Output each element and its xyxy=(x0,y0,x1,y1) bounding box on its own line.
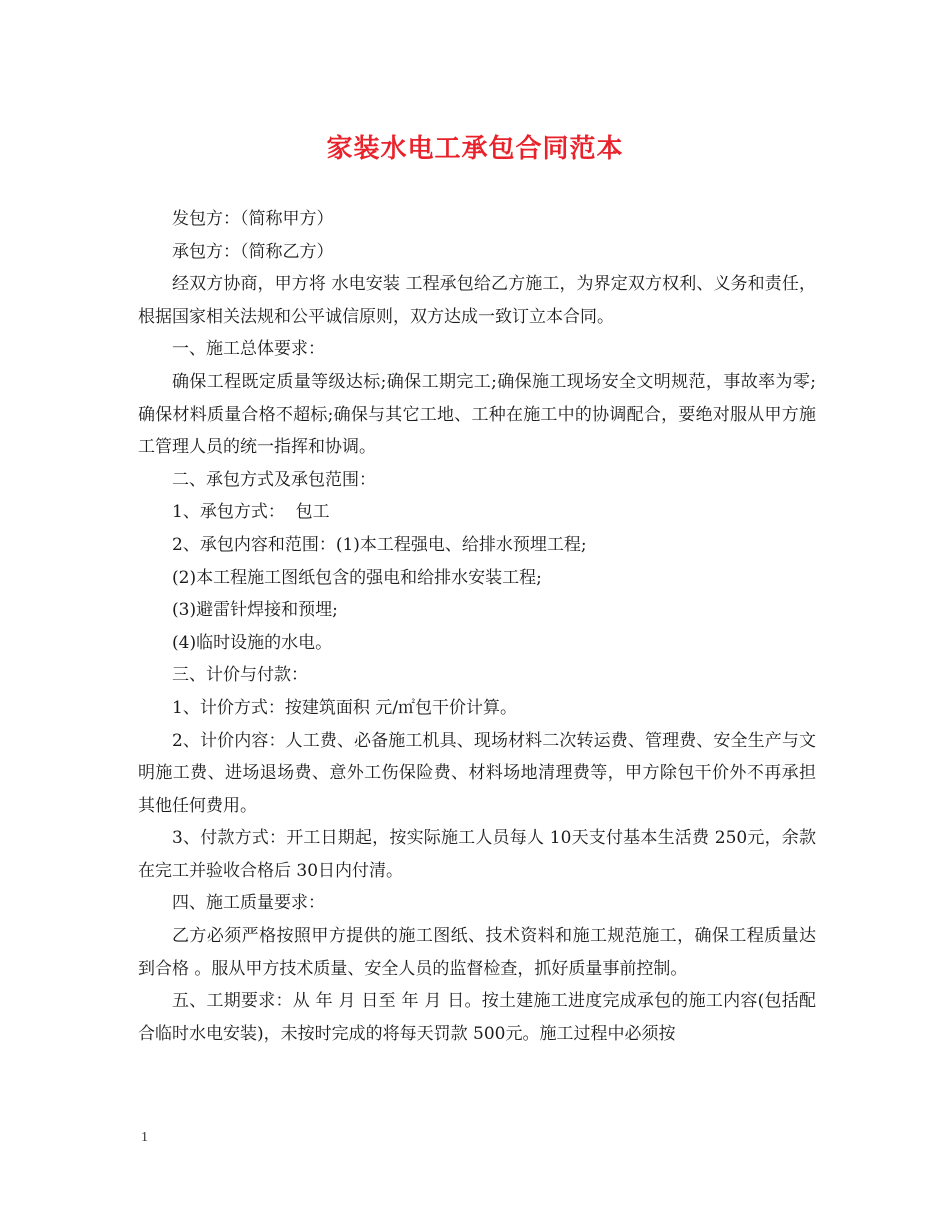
paragraph: 经双方协商，甲方将 水电安装 工程承包给乙方施工，为界定双方权利、义务和责任，根据国家相关法规和公平诚信原则，双方达成一致订立本合同。 xyxy=(138,274,816,327)
paragraph: 确保工程既定质量等级达标;确保工期完工;确保施工现场安全文明规范，事故率为零;确保材料质量合格不超标;确保与其它工地、工种在施工中的协调配合，要绝对服从甲方施工管理人员的统一指挥和协调。 xyxy=(138,371,816,458)
paragraph: 1、承包方式： 包工 xyxy=(172,502,330,523)
paragraph: (2)本工程施工图纸包含的强电和给排水安装工程; xyxy=(172,567,542,588)
paragraph: 发包方：（简称甲方） xyxy=(172,209,334,229)
paragraph: 3、付款方式：开工日期起，按实际施工人员每人 10天支付基本生活费 250元，余款在完工并验收合格后 30日内付清。 xyxy=(138,828,816,881)
section-heading: 二、承包方式及承包范围： xyxy=(172,469,376,490)
paragraph: 2、计价内容：人工费、必备施工机具、现场材料二次转运费、管理费、安全生产与文明施工费、进场退场费、意外工伤保险费、材料场地清理费等，甲方除包干价外不再承担其他任何费用。 xyxy=(138,730,816,816)
section-heading: 三、计价与付款： xyxy=(172,665,308,686)
section-heading: 四、施工质量要求： xyxy=(172,893,325,914)
document-body xyxy=(138,203,816,1050)
page-number: 1 xyxy=(141,1130,148,1145)
paragraph: 乙方必须严格按照甲方提供的施工图纸、技术资料和施工规范施工，确保工程质量达到合格 。服从甲方技术质量、安全人员的监督检查，抓好质量事前控制。 xyxy=(138,926,816,979)
paragraph: 承包方：（简称乙方） xyxy=(172,241,334,262)
section-heading: 一、施工总体要求： xyxy=(172,339,325,360)
paragraph: 1、计价方式：按建筑面积 元/㎡包干价计算。 xyxy=(172,697,517,718)
document-title: 家装水电工承包合同范本 xyxy=(326,134,624,164)
paragraph: 五、工期要求：从 年 月 日至 年 月 日。按土建施工进度完成承包的施工内容(包括配合临时水电安装)，未按时完成的将每天罚款 500元。施工过程中必须按 xyxy=(138,991,816,1044)
paragraph: (3)避雷针焊接和预埋; xyxy=(172,600,338,621)
paragraph: (4)临时设施的水电。 xyxy=(172,632,333,653)
paragraph: 2、承包内容和范围：(1)本工程强电、给排水预埋工程; xyxy=(172,534,587,555)
